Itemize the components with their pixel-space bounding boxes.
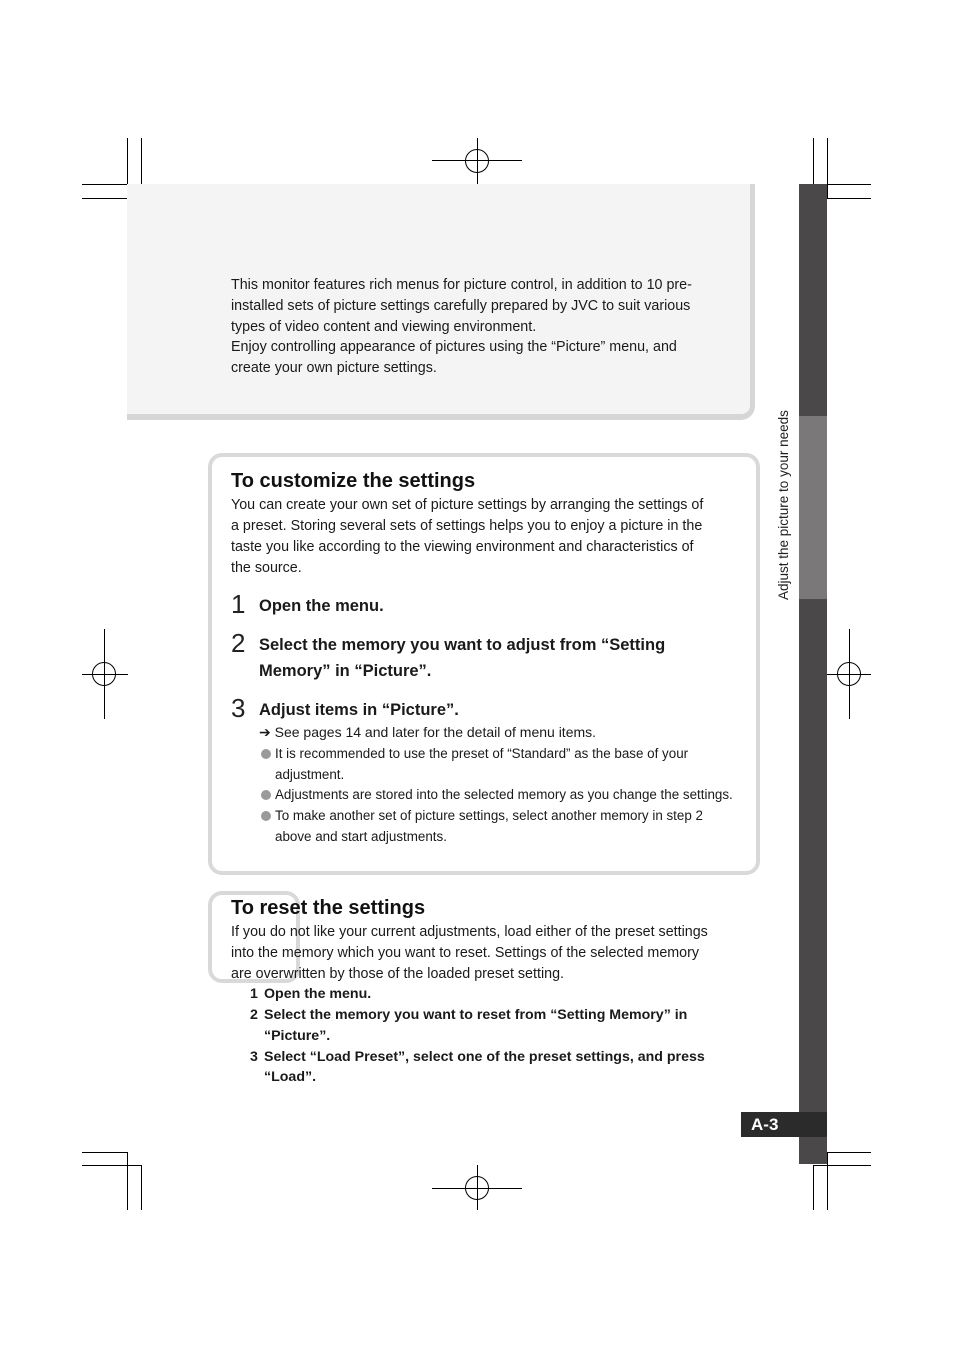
step-label: Open the menu. — [259, 597, 384, 615]
bullet-continuation: adjustment. — [275, 767, 345, 782]
paragraph-line: If you do not like your current adjustments, load either of the preset settings — [231, 924, 708, 940]
paragraph-line: a preset. Storing several sets of settings helps you to enjoy a picture in the — [231, 518, 703, 534]
intro-line: installed sets of picture settings carefully prepared by JVC to suit various — [231, 297, 691, 314]
reset-step-text: Open the menu. — [264, 986, 372, 1002]
step-label: Adjust items in “Picture”. — [259, 701, 459, 719]
paragraph-line: into the memory which you want to reset. Settings of the selected memory — [231, 945, 700, 961]
side-tab — [799, 184, 827, 1164]
bullet-text: It is recommended to use the preset of “Standard” as the base of your — [275, 746, 689, 761]
bullet-text: Adjustments are stored into the selected memory as you change the settings. — [275, 787, 733, 802]
step-label: Memory” in “Picture”. — [259, 662, 432, 680]
bullet-icon — [261, 811, 271, 821]
customize-title: To customize the settings — [231, 470, 476, 492]
paragraph-line: taste you like according to the viewing environment and characteristics of — [231, 539, 694, 555]
bullet-text: To make another set of picture settings, select another memory in step 2 — [275, 808, 703, 823]
intro-line: This monitor features rich menus for picture control, in addition to 10 pre- — [231, 277, 692, 293]
bullet-item — [261, 806, 746, 827]
step-label: Select the memory you want to adjust from “Setting — [259, 636, 666, 654]
reset-step-text: “Picture”. — [264, 1028, 331, 1044]
step-number: 3 — [231, 693, 246, 723]
bullet-icon — [261, 790, 271, 800]
side-tab-highlight — [799, 416, 827, 599]
bullet-item — [261, 785, 746, 806]
reset-step-number: 3 — [250, 1049, 258, 1065]
paragraph-line: You can create your own set of picture settings by arranging the settings of — [231, 497, 704, 513]
reset-paragraph — [231, 922, 746, 985]
reset-step-text: “Load”. — [264, 1069, 317, 1085]
reset-step-text: Select the memory you want to reset from “Setting Memory” in — [264, 1007, 688, 1023]
reset-step-number: 2 — [250, 1007, 258, 1023]
intro-line: create your own picture settings. — [231, 360, 437, 377]
step-number: 2 — [231, 628, 246, 658]
page-number: A-3 — [751, 1115, 779, 1134]
paragraph-line: are overwritten by those of the loaded preset setting. — [231, 966, 564, 982]
intro-line: types of video content and viewing environment. — [231, 318, 537, 335]
step-number: 1 — [231, 589, 246, 619]
bullet-icon — [261, 749, 271, 759]
reset-step-number: 1 — [250, 986, 258, 1002]
paragraph-line: the source. — [231, 560, 302, 576]
bullet-item — [261, 744, 746, 765]
reset-step-text: Select “Load Preset”, select one of the preset settings, and press — [264, 1049, 705, 1065]
customize-paragraph — [231, 495, 746, 579]
bullet-continuation: above and start adjustments. — [275, 829, 447, 844]
reset-title: To reset the settings — [231, 897, 426, 919]
intro-line: Enjoy controlling appearance of pictures using the “Picture” menu, and — [231, 339, 677, 356]
see-pages-note: ➔ See pages 14 and later for the detail of menu items. — [259, 724, 597, 740]
side-section-label: Adjust the picture to your needs — [776, 410, 791, 600]
intro-text — [231, 275, 731, 379]
